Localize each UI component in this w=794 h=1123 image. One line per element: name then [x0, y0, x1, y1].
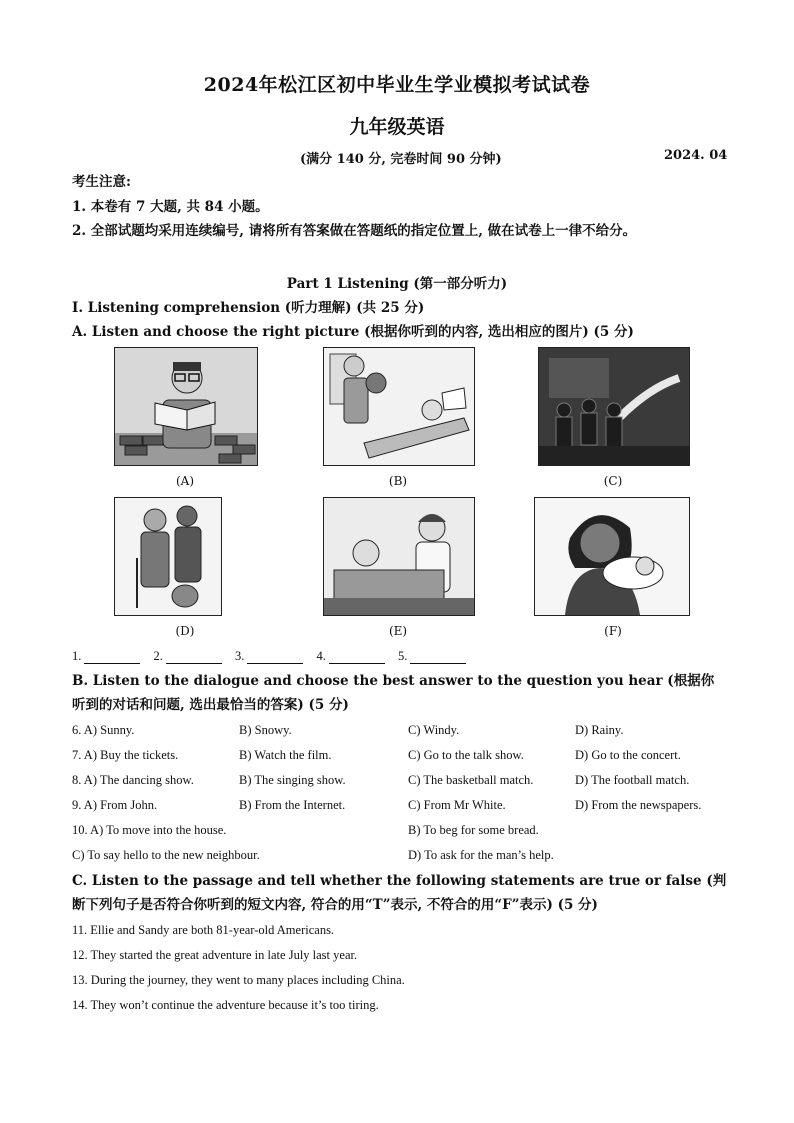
picture-c	[538, 347, 690, 466]
q9-option-c: C) From Mr White.	[408, 798, 506, 812]
caption-e: (E)	[388, 624, 408, 638]
notice-item-2: 2. 全部试题均采用连续编号, 请将所有答案做在答题纸的指定位置上, 做在试卷上一律不给分。	[72, 223, 637, 239]
q6-option-c: C) Windy.	[408, 723, 460, 737]
section-i-title: I. Listening comprehension (听力理解) (共 25 分)	[72, 300, 425, 316]
exam-info: (满分 140 分, 完卷时间 90 分钟)	[300, 152, 502, 167]
picture-a	[114, 347, 258, 466]
q8-option-b: B) The singing show.	[239, 773, 346, 787]
picture-f	[534, 497, 690, 616]
q8-option-d: D) The football match.	[575, 773, 690, 787]
picture-b	[323, 347, 475, 466]
q10-option-d: D) To ask for the man’s help.	[408, 848, 554, 862]
q10-option-b: B) To beg for some bread.	[408, 823, 539, 837]
statement-13: 13. During the journey, they went to many places including China.	[72, 973, 405, 987]
q9-option-d: D) From the newspapers.	[575, 798, 702, 812]
q7-option-a: 7. A) Buy the tickets.	[72, 748, 179, 762]
statement-11: 11. Ellie and Sandy are both 81-year-old Americans.	[72, 923, 335, 937]
section-c-title: C. Listen to the passage and tell whether the following statements are true or false (判断下列句子是否符合你听到的短文内容, 符合的用“T”表示, 不符合的用“F”表示) (5 分)	[72, 873, 727, 913]
q7-option-b: B) Watch the film.	[239, 748, 332, 762]
answer-blanks	[72, 649, 476, 664]
caption-a: (A)	[175, 474, 195, 488]
subject-title: 九年级英语	[349, 116, 445, 138]
q8-option-c: C) The basketball match.	[408, 773, 534, 787]
doctor-patient-illustration	[324, 498, 474, 615]
blank-3[interactable]: 3.	[235, 649, 303, 664]
q9-option-b: B) From the Internet.	[239, 798, 346, 812]
caption-c: (C)	[603, 474, 623, 488]
statement-14: 14. They won’t continue the adventure because it’s too tiring.	[72, 998, 379, 1012]
section-a-title: A. Listen and choose the right picture (根据你听到的内容, 选出相应的图片) (5 分)	[72, 324, 634, 340]
q6-option-a: 6. A) Sunny.	[72, 723, 135, 737]
blank-5[interactable]: 5.	[398, 649, 466, 664]
q7-option-d: D) Go to the concert.	[575, 748, 681, 762]
reading-boy-illustration	[115, 348, 257, 465]
caption-f: (F)	[604, 624, 622, 638]
caption-b: (B)	[388, 474, 408, 488]
q7-option-c: C) Go to the talk show.	[408, 748, 524, 762]
notice-item-1: 1. 本卷有 7 大题, 共 84 小题。	[72, 199, 269, 215]
q9-option-a: 9. A) From John.	[72, 798, 158, 812]
q6-option-b: B) Snowy.	[239, 723, 292, 737]
helping-elderly-illustration	[115, 498, 221, 615]
exam-title: 2024年松江区初中毕业生学业模拟考试试卷	[203, 74, 591, 96]
q6-option-d: D) Rainy.	[575, 723, 624, 737]
caption-d: (D)	[175, 624, 195, 638]
part1-title: Part 1 Listening (第一部分听力)	[286, 276, 508, 292]
q10-option-c: C) To say hello to the new neighbour.	[72, 848, 260, 862]
exam-date: 2024. 04	[664, 148, 728, 163]
firefighters-illustration	[539, 348, 689, 465]
mother-baby-illustration	[535, 498, 689, 615]
notice-heading: 考生注意:	[72, 174, 131, 190]
picture-e	[323, 497, 475, 616]
statement-12: 12. They started the great adventure in late July last year.	[72, 948, 358, 962]
q10-option-a: 10. A) To move into the house.	[72, 823, 227, 837]
hospital-visit-illustration	[324, 348, 474, 465]
blank-2[interactable]: 2.	[154, 649, 222, 664]
q8-option-a: 8. A) The dancing show.	[72, 773, 194, 787]
blank-1[interactable]: 1.	[72, 649, 140, 664]
blank-4[interactable]: 4.	[317, 649, 385, 664]
picture-d	[114, 497, 222, 616]
section-b-title: B. Listen to the dialogue and choose the best answer to the question you hear (根据你听到的对话和问题, 选出最恰当的答案) (5 分)	[72, 673, 715, 713]
